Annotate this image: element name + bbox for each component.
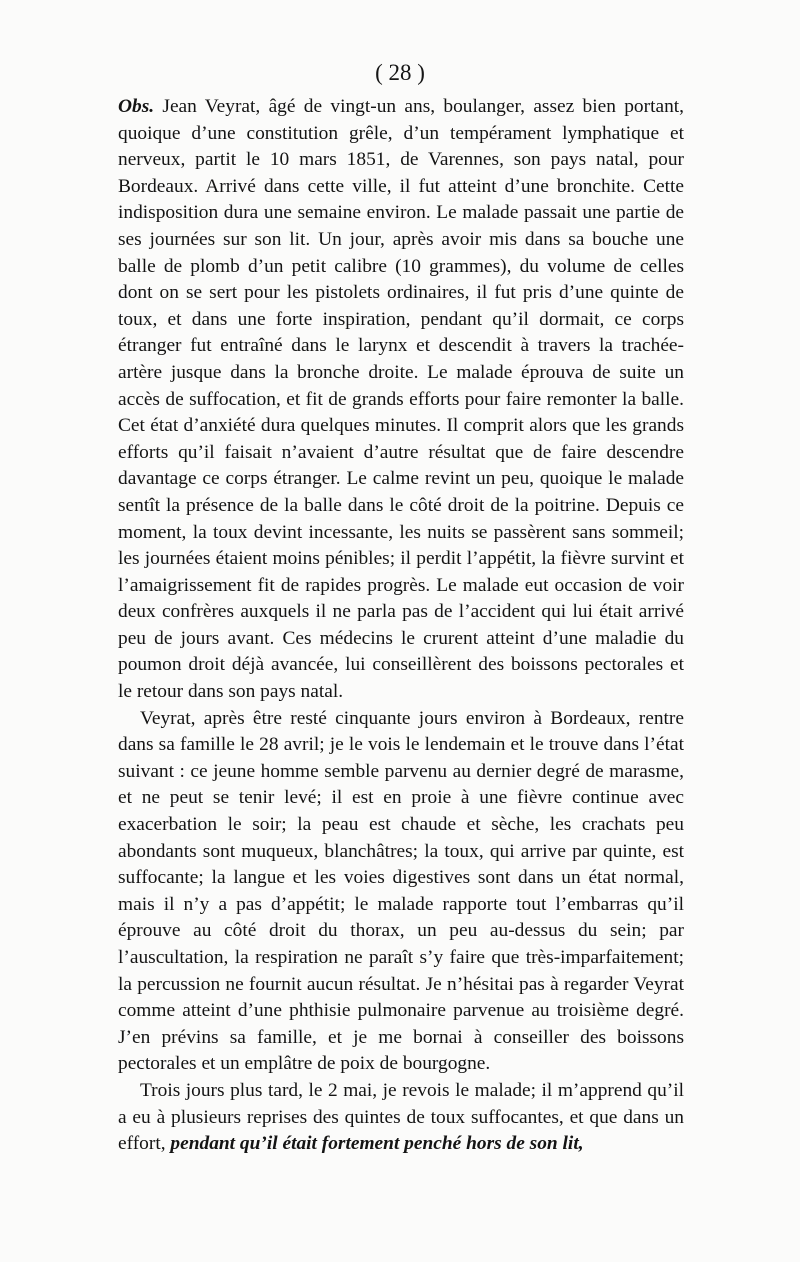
paragraph-observation — [118, 94, 684, 706]
page-number: ( 28 ) — [375, 60, 425, 85]
body-text — [118, 94, 684, 1158]
paragraph-examination — [118, 706, 684, 1078]
paragraph-text: Veyrat, après être resté cinquante jours environ à Bordeaux, rentre dans sa famille le 28 avril; je le vois le lendemain et le trouve dans l’état suivant : ce jeune homme semble parvenu au dernier degré de marasme, et ne peut se tenir levé; il est en proie à une fièvre continue avec exacerbation le soir; la peau est chaude et sèche, les crachats peu abondants sont muqueux, blanchâtres; la toux, qui arrive par quinte, est suffocante; la langue et les voies digestives sont dans un état normal, mais il n’y a pas d’appétit; le malade rapporte tout l’embarras qu’il éprouve au côté droit du thorax, un peu au-dessus du sein; par l’auscultation, la respiration ne paraît s’y faire que très-imparfaitement; la percussion ne fournit aucun résultat. Je n’hésitai pas à regarder Veyrat comme atteint d’une phthisie pulmonaire parvenue au troisième degré. J’en prévins sa famille, et je me bornai à conseiller des boissons pectorales et un emplâtre de poix de bourgogne. — [118, 707, 684, 1075]
emphasized-text: pendant qu’il était fortement penché hors de son lit, — [170, 1133, 584, 1155]
obs-label: Obs. — [118, 96, 155, 117]
paragraph-followup — [118, 1078, 684, 1158]
paragraph-text: Jean Veyrat, âgé de vingt-un ans, boulanger, assez bien portant, quoique d’une constitution grêle, d’un tempérament lymphatique et nerveux, partit le 10 mars 1851, de Varennes, son pays natal, pour Bordeaux. Arrivé dans cette ville, il fut atteint d’une bronchite. Cette indisposition dura une semaine environ. Le malade passait une partie de ses journées sur son lit. Un jour, après avoir mis dans sa bouche une balle de plomb d’un petit calibre (10 grammes), du volume de celles dont on se sert pour les pistolets ordinaires, il fut pris d’une quinte de toux, et dans une forte inspiration, pendant qu’il dormait, ce corps étranger fut entraîné dans le larynx et descendit à travers la trachée-artère jusque dans la bronche droite. Le malade éprouva de suite un accès de suffocation, et fit de grands efforts pour faire remonter la balle. Cet état d’anxiété dura quelques minutes. Il comprit alors que les grands efforts qu’il faisait n’avaient d’autre résultat que de faire descendre davantage ce corps étranger. Le calme revint un peu, quoique le malade sentît la présence de la balle dans le côté droit de la poitrine. Depuis ce moment, la toux devint incessante, les nuits se passèrent sans sommeil; les journées étaient moins pénibles; il perdit l’appétit, la fièvre survint et l’amaigrissement fit de rapides progrès. Le malade eut occasion de voir deux confrères auxquels il ne parla pas de l’accident qui lui était arrivé peu de jours avant. Ces médecins le crurent atteint d’une maladie du poumon droit déjà avancée, lui conseillèrent des boissons pectorales et le retour dans son pays natal. — [118, 96, 684, 703]
paragraph-text: Trois jours plus tard, le 2 mai, je revois le malade; il m’apprend qu’il a eu à plusieurs reprises des quintes de toux suffocantes, et que dans un effort, — [118, 1079, 684, 1155]
